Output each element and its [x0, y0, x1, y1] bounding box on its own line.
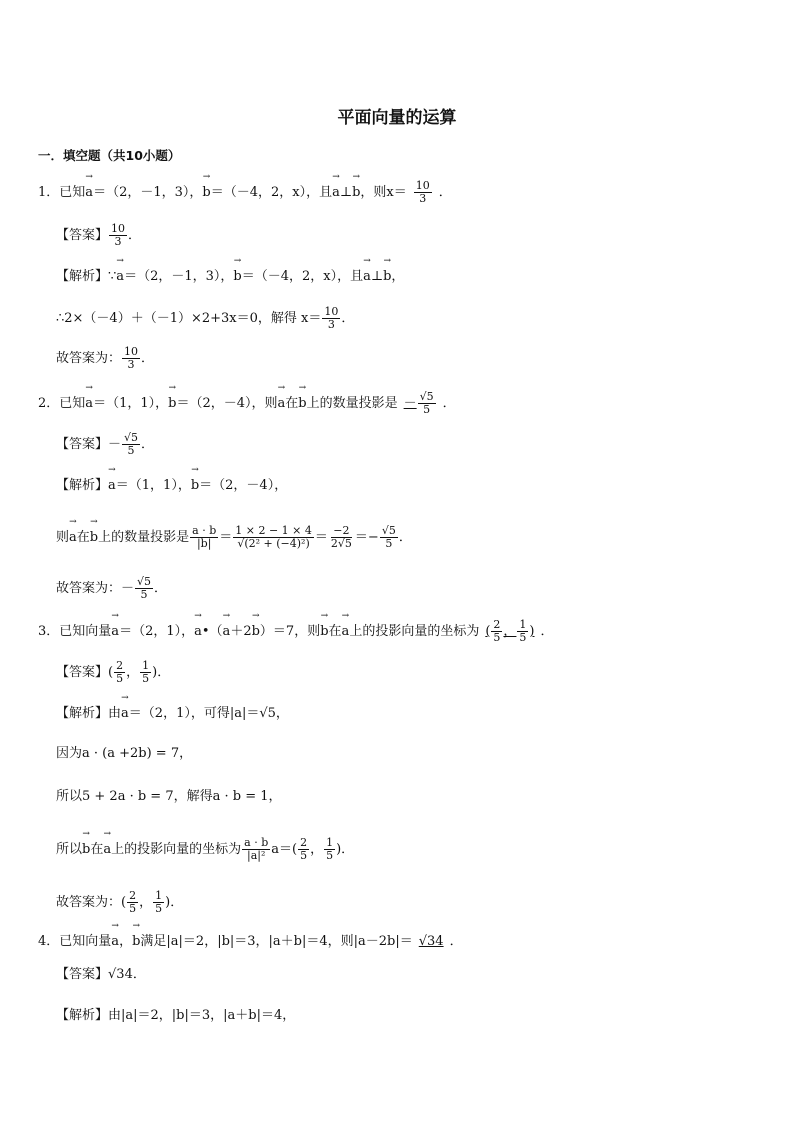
answer-blank: √34	[418, 934, 444, 949]
question-3-analysis-line3: 所以5 + 2a · b = 7，解得a · b = 1，	[56, 789, 282, 804]
answer-blank: ( $\frac{2}{5}$ ， $\frac{1}{5}$ )	[485, 618, 535, 644]
question-2-analysis-line2: 则→ a在→ b上的数量投影是 $\frac{a \cdot b}{|b|}$ ＝ $\frac{1 \times 2 - 1 \times 4}{\text{√(2² + (−4)²)}}$ ＝ $\frac{-2}{2√5}$ ＝− $\frac{√5}{5}$ ．	[56, 525, 412, 550]
question-1-stem: 1．已知→ a＝（2，－1，3），→ b＝（－4，2，x），且→ a⊥→ b，则x＝ $\frac{10}{3}$ ．	[38, 180, 452, 205]
question-2-final: 故答案为：－ $\frac{√5}{5}$ ．	[56, 575, 168, 601]
question-2-answer: 【答案】－ $\frac{√5}{5}$ ．	[56, 431, 155, 457]
question-4-answer: 【答案】√34．	[56, 967, 146, 982]
page-title: 平面向量的运算	[337, 108, 457, 128]
question-1-analysis: 【解析】∵→ a＝（2，－1，3），→ b＝（－4，2，x），且→ a⊥→ b，	[56, 268, 404, 286]
question-1-analysis-line2: ∴2×（－4）＋（－1）×2+3x＝0，解得 x＝ $\frac{10}{3}$ ．	[56, 305, 355, 331]
question-3-analysis-line2: 因为a · (a +2b) = 7，	[56, 746, 193, 761]
question-3-final: 故答案为：( $\frac{2}{5}$ ， $\frac{1}{5}$ )．	[56, 889, 184, 915]
question-3-answer: 【答案】( $\frac{2}{5}$ ， $\frac{1}{5}$ )．	[56, 659, 171, 685]
question-3-analysis: 【解析】由→ a＝（2，1），可得|a|＝√5，	[56, 705, 289, 723]
question-3-stem: 3．已知向量→ a＝（2，1），→ a•（→ a＋2→ b）＝7，则→ b在→ a上的投影向量的坐标为 ( $\frac{2}{5}$ ， $\frac{1}{5}$ ) ．	[38, 619, 554, 644]
section-heading: 一．填空题（共10小题）	[38, 148, 181, 163]
question-2-analysis: 【解析】→ a＝（1，1），→ b＝（2，－4），	[56, 477, 287, 495]
question-2-stem: 2．已知→ a＝（1，1），→ b＝（2，－4），则→ a在→ b上的数量投影是 － $\frac{√5}{5}$ ．	[38, 391, 456, 416]
question-1-answer: 【答案】 $\frac{10}{3}$ ．	[56, 222, 142, 248]
question-4-stem: 4．已知向量→ a，→ b满足|a|＝2，|b|＝3，|a＋b|＝4，则|a－2b|＝ √34 ．	[38, 933, 463, 951]
answer-blank: － $\frac{√5}{5}$	[403, 390, 434, 416]
question-3-analysis-line4: 所以→ b在→ a上的投影向量的坐标为 $\frac{a \cdot b}{\text{|a|²}}$ a＝( $\frac{2}{5}$ ， $\frac{1}{5}$ )．	[56, 837, 354, 862]
question-1-final: 故答案为： $\frac{10}{3}$ ．	[56, 345, 155, 371]
answer-blank: $\frac{10}{3}$	[415, 179, 430, 205]
question-4-analysis: 【解析】由|a|＝2，|b|＝3，|a＋b|＝4，	[56, 1008, 296, 1023]
